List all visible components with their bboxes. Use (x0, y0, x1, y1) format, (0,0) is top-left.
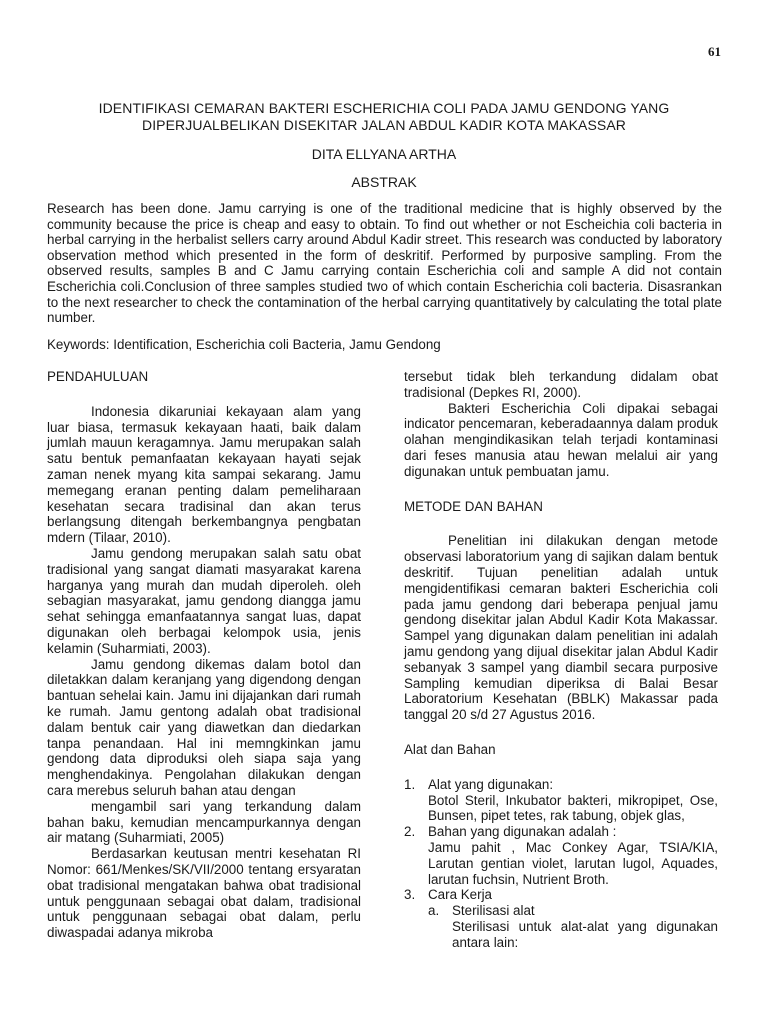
author-name: DITA ELLYANA ARTHA (311, 146, 457, 162)
subheading-tools-materials: Alat dan Bahan (404, 741, 496, 757)
right-column (404, 369, 718, 951)
sublist-item-detail: Sterilisasi untuk alat-alat yang digunakan antara lain: (452, 918, 718, 950)
page-number: 61 (708, 44, 721, 59)
list-number: 1. (404, 776, 416, 792)
list-item-label: Cara Kerja (428, 887, 493, 903)
materials-list (404, 777, 718, 951)
sublist-letter: a. (428, 903, 440, 919)
left-column (47, 369, 361, 941)
sublist (428, 903, 718, 950)
sublist-item (428, 903, 718, 950)
paragraph: Berdasarkan keutusan mentri kesehatan RI Nomor: 661/Menkes/SK/VII/2000 tentang ersyaratan obat tradisional mengatakan bahwa obat tradisional untuk penggunaan sebagai obat dalam, tradisional untuk penggunaan sebagai obat dalam, perlu diwaspadai adanya mikroba (47, 846, 361, 941)
paragraph: mengambil sari yang terkandung dalam bahan baku, kemudian mencampurkannya dengan air matang (Suharmiati, 2005) (47, 798, 361, 846)
list-item-detail: Botol Steril, Inkubator bakteri, mikropipet, Ose, Bunsen, pipet tetes, rak tabung, objek glas, (428, 792, 718, 824)
list-number: 3. (404, 887, 416, 903)
list-item (404, 887, 718, 950)
keywords: Keywords: Identification, Escherichia coli Bacteria, Jamu Gendong (47, 337, 441, 352)
paragraph: Jamu gendong merupakan salah satu obat tradisional yang sangat diamati masyarakat karena harganya yang murah dan mudah diperoleh. oleh sebagian masyarakat, jamu gendong diangga jamu sehat sehingga emanfaatannya sangat luas, dapat digunakan oleh berbagai kelompok usia, jenis kelamin (Suharmiati, 2003). (47, 545, 361, 656)
list-item-label: Bahan yang digunakan adalah : (428, 824, 617, 840)
list-item (404, 824, 718, 887)
list-item-label: Alat yang digunakan: (428, 776, 554, 792)
section-heading-methods: METODE DAN BAHAN (404, 498, 543, 514)
section-heading-introduction: PENDAHULUAN (47, 369, 149, 384)
list-number: 2. (404, 824, 416, 840)
abstract-heading: ABSTRAK (351, 174, 417, 190)
title-line-2: DIPERJUALBELIKAN DISEKITAR JALAN ABDUL KADIR KOTA MAKASSAR (141, 117, 626, 133)
abstract-text: Research has been done. Jamu carrying is one of the traditional medicine that is highly observed by the community because the price is cheap and easy to obtain. To find out whether or not Escheichia coli bacteria in herbal carrying in the herbalist sellers carry around Abdul Kadir street. This research was conducted by laboratory observation method which presented in the form of deskritif. Performed by purposive sampling. From the observed results, samples B and C Jamu carrying contain Escherichia coli and sample A did not contain Escherichia coli.Conclusion of three samples studied two of which contain Escherichia coli bacteria. Disasrankan to the next researcher to check the contamination of the herbal carrying quantitatively by calculating the total plate number. (47, 201, 722, 326)
paragraph: Penelitian ini dilakukan dengan metode observasi laboratorium yang di sajikan dalam bentuk deskritif. Tujuan penelitian adalah untuk mengidentifikasi cemaran bakteri Escherichia coli pada jamu gendong dari beberapa penjual jamu gendong disekitar jalan Abdul Kadir Kota Makassar. Sampel yang digunakan dalam penelitian ini adalah jamu gendong yang dijual disekitar jalan Abdul Kadir sebanyak 3 sampel yang diambil secara purposive Sampling kemudian diperiksa di Balai Besar Laboratorium Kesehatan (BBLK) Makassar pada tanggal 20 s/d 27 Agustus 2016. (404, 533, 718, 723)
paragraph: Indonesia dikaruniai kekayaan alam yang luar biasa, termasuk kekayaan haati, baik dalam jumlah mauun keragamnya. Jamu merupakan salah satu bentuk pemanfaatan kekayaan hayati sejak zaman nenek myang kita sampai sekarang. Jamu memegang eranan penting dalam pemeliharaan kesehatan secara tradisinal dan akan terus berlangsung ditengah berkembangnya pengbatan mdern (Tilaar, 2010). (47, 403, 361, 546)
sublist-item-label: Sterilisasi alat (452, 903, 535, 919)
paper-title (60, 100, 708, 134)
list-item-detail: Jamu pahit , Mac Conkey Agar, TSIA/KIA, Larutan gentian violet, larutan lugol, Aquades, larutan fuchsin, Nutrient Broth. (428, 839, 718, 887)
title-line-1: IDENTIFIKASI CEMARAN BAKTERI ESCHERICHIA COLI PADA JAMU GENDONG YANG (98, 100, 670, 116)
paragraph: Bakteri Escherichia Coli dipakai sebagai indicator pencemaran, keberadaannya dalam produk olahan mengindikasikan telah terjadi kontaminasi dari feses manusia atau hewan melalui air yang digunakan untuk pembuatan jamu. (404, 400, 718, 479)
list-item (404, 777, 718, 824)
paragraph: Jamu gendong dikemas dalam botol dan diletakkan dalam keranjang yang digendong dengan bantuan sehelai kain. Jamu ini dijajankan dari rumah ke rumah. Jamu gentong adalah obat tradisional dalam bentuk cair yang diawetkan dan diedarkan tanpa penandaan. Hal ini memngkinkan jamu gendong data diproduksi oleh siapa saja yang menghendakinya. Pengolahan dilakukan dengan cara merebus seluruh bahan atau dengan (47, 656, 361, 798)
paragraph: tersebut tidak bleh terkandung didalam obat tradisional (Depkes RI, 2000). (404, 369, 718, 400)
